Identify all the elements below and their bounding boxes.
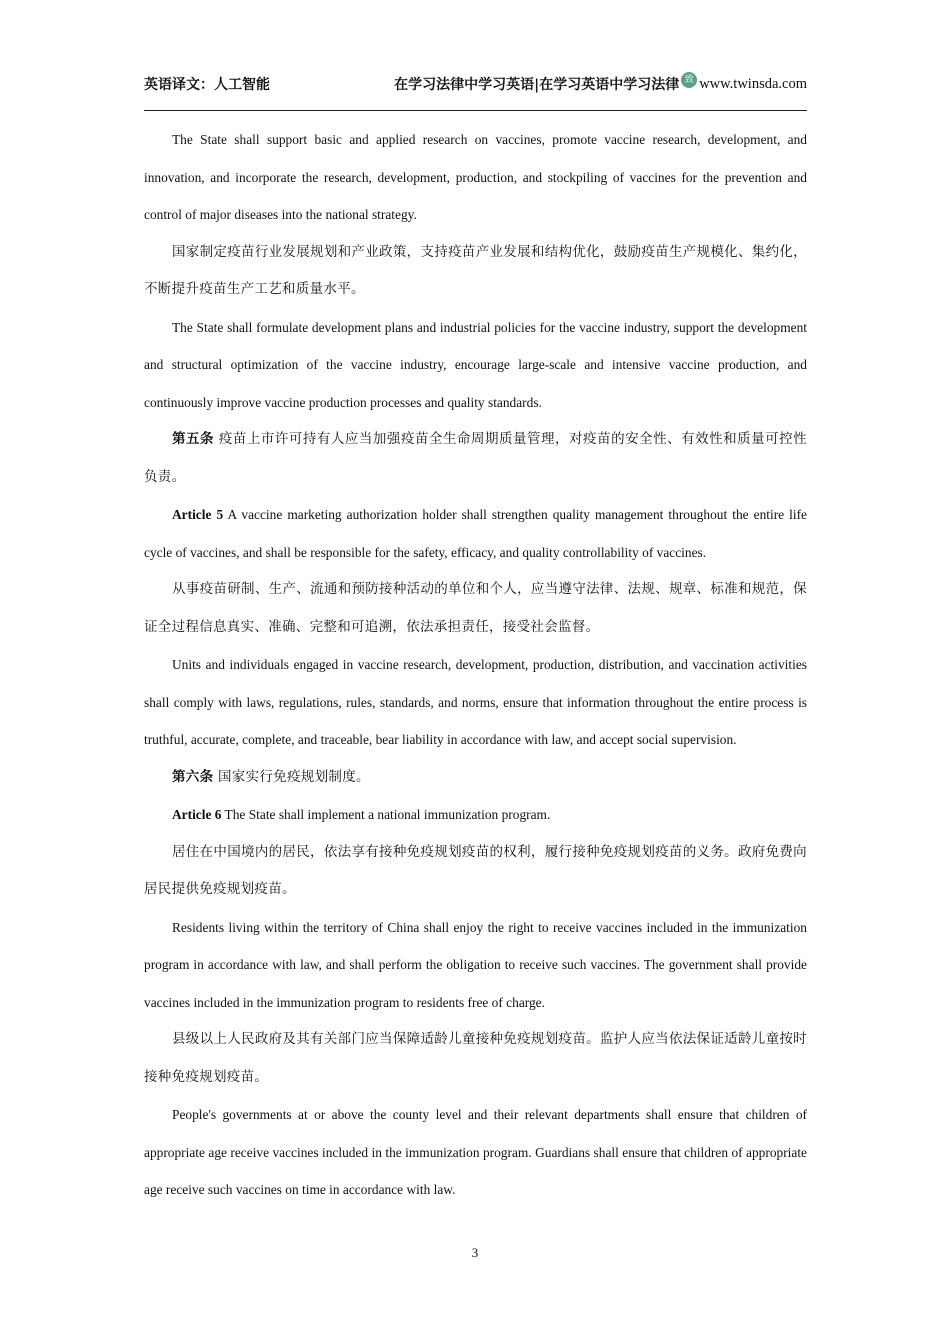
header-title: 英语译文：人工智能	[144, 77, 270, 93]
article-5-cn: 第五条 疫苗上市许可持有人应当加强疫苗全生命周期质量管理，对疫苗的安全性、有效性和质量可控性负责。	[144, 431, 807, 485]
paragraph-en: The State shall formulate development plans and industrial policies for the vaccine industry, support the development and structural optimization of the vaccine industry, encourage large-scale and intensive vaccine production, and continuously improve vaccine production processes and quality standards.	[144, 319, 807, 410]
article-5-en: Article 5 A vaccine marketing authorization holder shall strengthen quality management throughout the entire life cycle of vaccines, and shall be responsible for the safety, efficacy, and quality controllability of vaccines.	[144, 507, 807, 560]
article-heading: 第六条	[172, 768, 214, 785]
paragraph-en: People's governments at or above the county level and their relevant departments shall ensure that children of appropriate age receive vaccines included in the immunization program. Guardians shall ensure that children of appropriate age receive such vaccines on time in accordance with law.	[144, 1107, 807, 1197]
page-header	[144, 70, 807, 96]
header-slogan: 在学习法律中学习英语|在学习英语中学习法律	[394, 77, 680, 93]
document-body	[144, 121, 807, 1209]
header-url[interactable]: www.twinsda.com	[699, 75, 807, 92]
header-divider	[144, 110, 807, 111]
paragraph-cn: 从事疫苗研制、生产、流通和预防接种活动的单位和个人，应当遵守法律、法规、规章、标准和规范，保证全过程信息真实、准确、完整和可追溯，依法承担责任，接受社会监督。	[144, 581, 807, 635]
paragraph-cn: 国家制定疫苗行业发展规划和产业政策，支持疫苗产业发展和结构优化，鼓励疫苗生产规模化、集约化，不断提升疫苗生产工艺和质量水平。	[144, 243, 807, 297]
article-6-en: Article 6 The State shall implement a national immunization program.	[172, 807, 551, 822]
paragraph-en: The State shall support basic and applied research on vaccines, promote vaccine research, development, and innovation, and incorporate the research, development, production, and stockpiling of vaccines for the prevention and control of major diseases into the national strategy.	[144, 132, 807, 222]
article-heading: 第五条	[172, 431, 215, 447]
header-right	[394, 74, 807, 94]
paragraph-cn: 居住在中国境内的居民，依法享有接种免疫规划疫苗的权利，履行接种免疫规划疫苗的义务。政府免费向居民提供免疫规划疫苗。	[144, 843, 807, 897]
page-number: 3	[471, 1245, 479, 1260]
article-heading: Article 6	[172, 807, 222, 822]
site-logo-icon: 致	[681, 72, 697, 88]
paragraph-cn: 县级以上人民政府及其有关部门应当保障适龄儿童接种免疫规划疫苗。监护人应当依法保证适龄儿童按时接种免疫规划疫苗。	[144, 1031, 807, 1085]
paragraph-en: Residents living within the territory of China shall enjoy the right to receive vaccines included in the immunization program in accordance with law, and shall perform the obligation to receive such vaccines. The government shall provide vaccines included in the immunization program to residents free of charge.	[144, 919, 807, 1010]
paragraph-en: Units and individuals engaged in vaccine research, development, production, distribution, and vaccination activities shall comply with laws, regulations, rules, standards, and norms, ensure that information throughout the entire process is truthful, accurate, complete, and traceable, bear liability in accordance with law, and accept social supervision.	[144, 657, 807, 747]
article-6-cn: 第六条 国家实行免疫规划制度。	[172, 768, 370, 785]
article-heading: Article 5	[172, 507, 224, 522]
